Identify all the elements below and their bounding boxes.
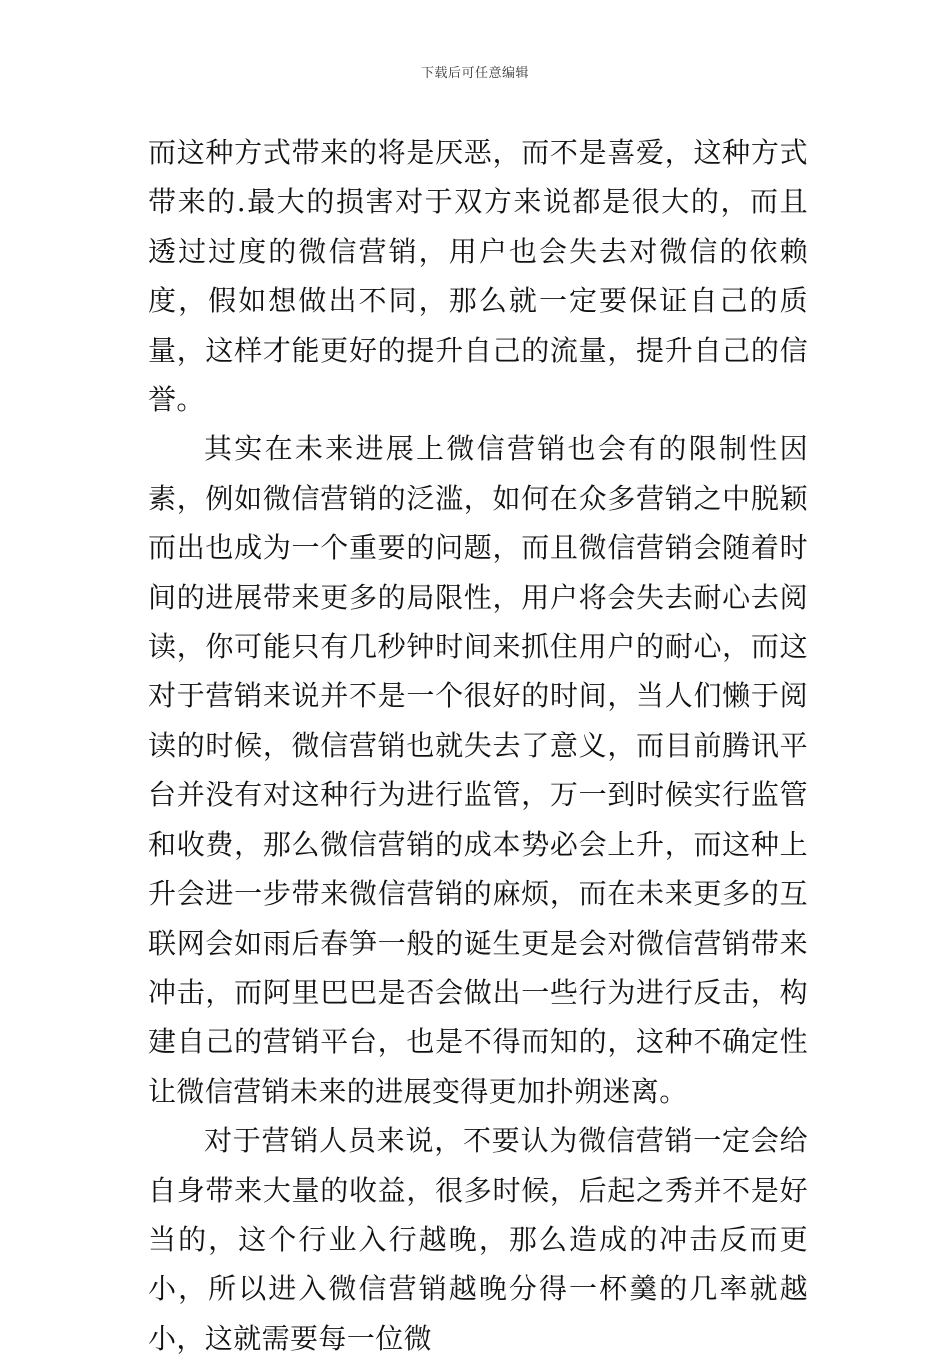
paragraph-3: 对于营销人员来说，不要认为微信营销一定会给自身带来大量的收益，很多时候，后起之秀并不是好当的，这个行业入行越晚，那么造成的冲击反而更小，所以进入微信营销越晚分得一杯羹的几率就越小，这就需要每一位微 bbox=[148, 1124, 808, 1355]
paragraph-2: 其实在未来进展上微信营销也会有的限制性因素，例如微信营销的泛滥，如何在众多营销之中脱颖而出也成为一个重要的问题，而且微信营销会随着时间的进展带来更多的局限性，用户将会失去耐心去阅读，你可能只有几秒钟时间来抓住用户的耐心，而这对于营销来说并不是一个很好的时间，当人们懒于阅读的时候，微信营销也就失去了意义，而目前腾讯平台并没有对这种行为进行监管，万一到时候实行监管和收费，那么微信营销的成本势必会上升，而这种上升会进一步带来微信营销的麻烦，而在未来更多的互联网会如雨后春笋一般的诞生更是会对微信营销带来冲击，而阿里巴巴是否会做出一些行为进行反击，构建自己的营销平台，也是不得而知的，这种不确定性让微信营销未来的进展变得更加扑朔迷离。 bbox=[148, 432, 808, 1108]
paragraph-1: 而这种方式带来的将是厌恶，而不是喜爱，这种方式带来的.最大的损害对于双方来说都是很大的，而且透过过度的微信营销，用户也会失去对微信的依赖度，假如想做出不同，那么就一定要保证自己的质量，这样才能更好的提升自己的流量，提升自己的信誉。 bbox=[148, 136, 808, 417]
document-body bbox=[148, 128, 808, 1363]
page-header: 下载后可任意编辑 bbox=[420, 66, 529, 81]
